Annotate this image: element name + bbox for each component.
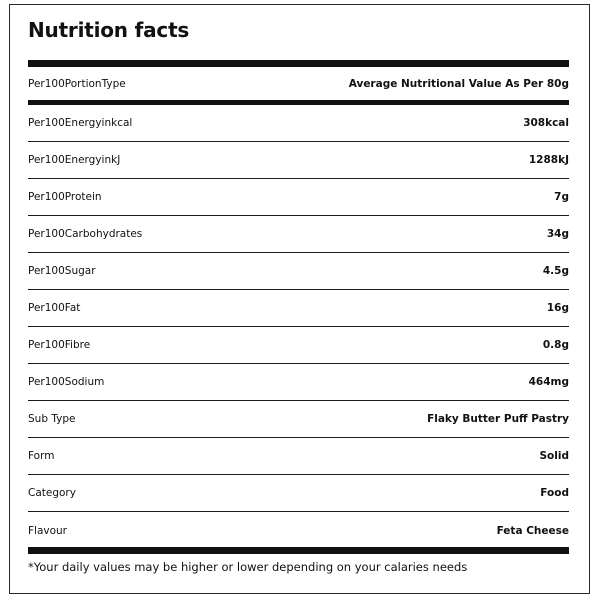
row-value: 308kcal	[523, 117, 569, 129]
header-divider	[28, 100, 569, 105]
row-value: Flaky Butter Puff Pastry	[427, 413, 569, 425]
row-value: Food	[540, 487, 569, 499]
table-row	[28, 216, 569, 253]
row-label: Per100Sugar	[28, 265, 96, 277]
portion-type-label: Per100PortionType	[28, 77, 126, 90]
row-value: 4.5g	[542, 265, 569, 277]
row-label: Per100Fat	[28, 302, 81, 314]
table-row	[28, 179, 569, 216]
portion-type-row	[28, 67, 569, 100]
row-value: 1288kJ	[528, 154, 569, 166]
row-value: 34g	[546, 228, 569, 240]
table-row	[28, 253, 569, 290]
row-label: Per100EnergyinkJ	[28, 154, 121, 166]
table-row	[28, 438, 569, 475]
table-row	[28, 512, 569, 549]
row-value: Feta Cheese	[496, 524, 569, 537]
table-row	[28, 290, 569, 327]
row-label: Form	[28, 450, 55, 462]
table-row	[28, 105, 569, 142]
table-row	[28, 401, 569, 438]
row-label: Per100Energyinkcal	[28, 117, 133, 129]
row-value: 7g	[554, 191, 569, 203]
page-title: Nutrition facts	[28, 18, 190, 42]
top-thick-divider	[28, 60, 569, 67]
row-label: Flavour	[28, 524, 68, 537]
portion-type-value: Average Nutritional Value As Per 80g	[348, 77, 569, 90]
row-value: Solid	[539, 450, 569, 462]
table-row	[28, 364, 569, 401]
row-value: 464mg	[528, 376, 569, 388]
bottom-thick-divider	[28, 547, 569, 554]
table-row	[28, 142, 569, 179]
row-label: Per100Sodium	[28, 376, 105, 388]
row-label: Sub Type	[28, 413, 76, 425]
table-row	[28, 475, 569, 512]
row-label: Per100Protein	[28, 191, 102, 203]
row-label: Per100Fibre	[28, 339, 91, 351]
row-value: 16g	[546, 302, 569, 314]
row-label: Category	[28, 487, 76, 499]
table-row	[28, 327, 569, 364]
nutrition-table	[28, 67, 569, 549]
row-value: 0.8g	[542, 339, 569, 351]
footnote: *Your daily values may be higher or lower depending on your calaries needs	[28, 560, 468, 574]
row-label: Per100Carbohydrates	[28, 228, 143, 240]
